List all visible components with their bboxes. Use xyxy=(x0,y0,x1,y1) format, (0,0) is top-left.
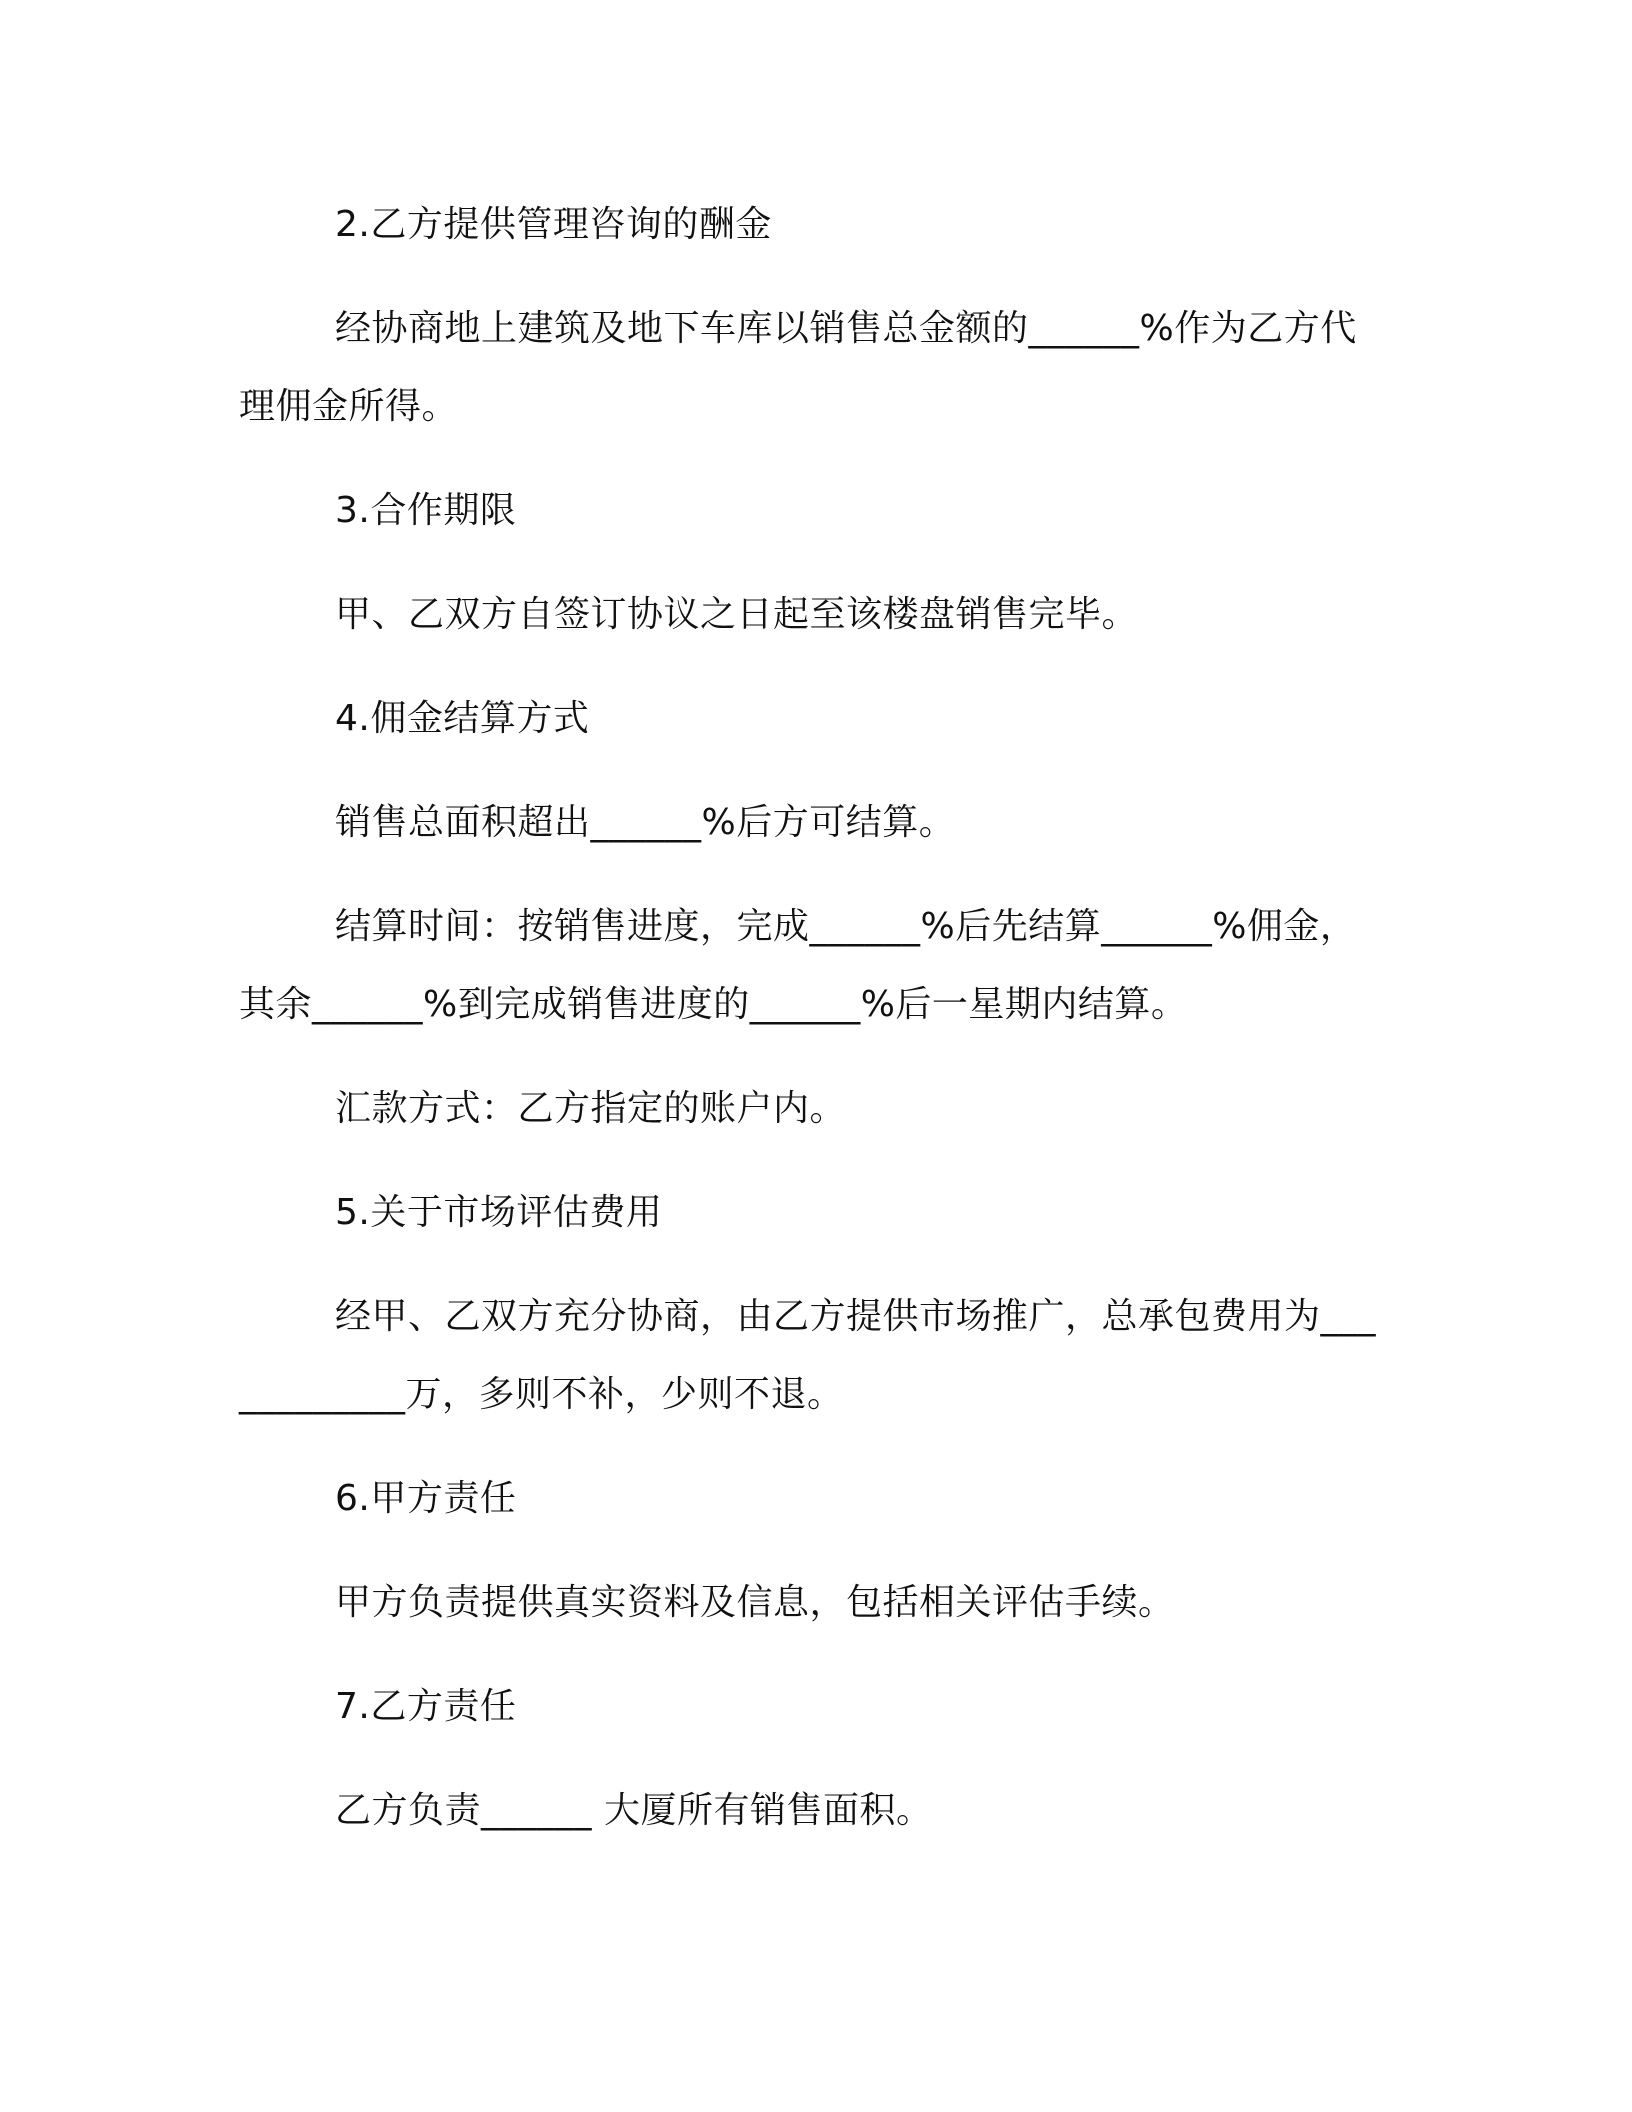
paragraph-settlement-threshold: 销售总面积超出______%后方可结算。 xyxy=(335,802,956,843)
heading-party-a: 6.甲方责任 xyxy=(335,1478,517,1519)
paragraph-party-b: 乙方负责______ 大厦所有销售面积。 xyxy=(335,1790,933,1831)
heading-party-b: 7.乙方责任 xyxy=(335,1686,517,1727)
paragraph-cooperation-period: 甲、乙双方自签订协议之日起至该楼盘销售完毕。 xyxy=(335,594,1139,635)
paragraph-remittance: 汇款方式：乙方指定的账户内。 xyxy=(335,1088,847,1129)
heading-market-fee: 5.关于市场评估费用 xyxy=(335,1192,663,1233)
document-body xyxy=(239,186,1389,1876)
paragraph-settlement-time: 结算时间：按销售进度，完成______%后先结算______%佣金，其余______%到完成销售进度的______%后一星期内结算。 xyxy=(239,906,1357,1025)
heading-cooperation-period: 3.合作期限 xyxy=(335,490,517,531)
heading-settlement-method: 4.佣金结算方式 xyxy=(335,698,590,739)
heading-commission: 2.乙方提供管理咨询的酬金 xyxy=(335,204,772,245)
paragraph-commission-rate: 经协商地上建筑及地下车库以销售总金额的______%作为乙方代理佣金所得。 xyxy=(239,308,1357,427)
paragraph-party-a: 甲方负责提供真实资料及信息，包括相关评估手续。 xyxy=(335,1582,1175,1623)
paragraph-market-fee: 经甲、乙双方充分协商，由乙方提供市场推广，总承包费用为____________万，多则不补，少则不退。 xyxy=(239,1296,1377,1415)
